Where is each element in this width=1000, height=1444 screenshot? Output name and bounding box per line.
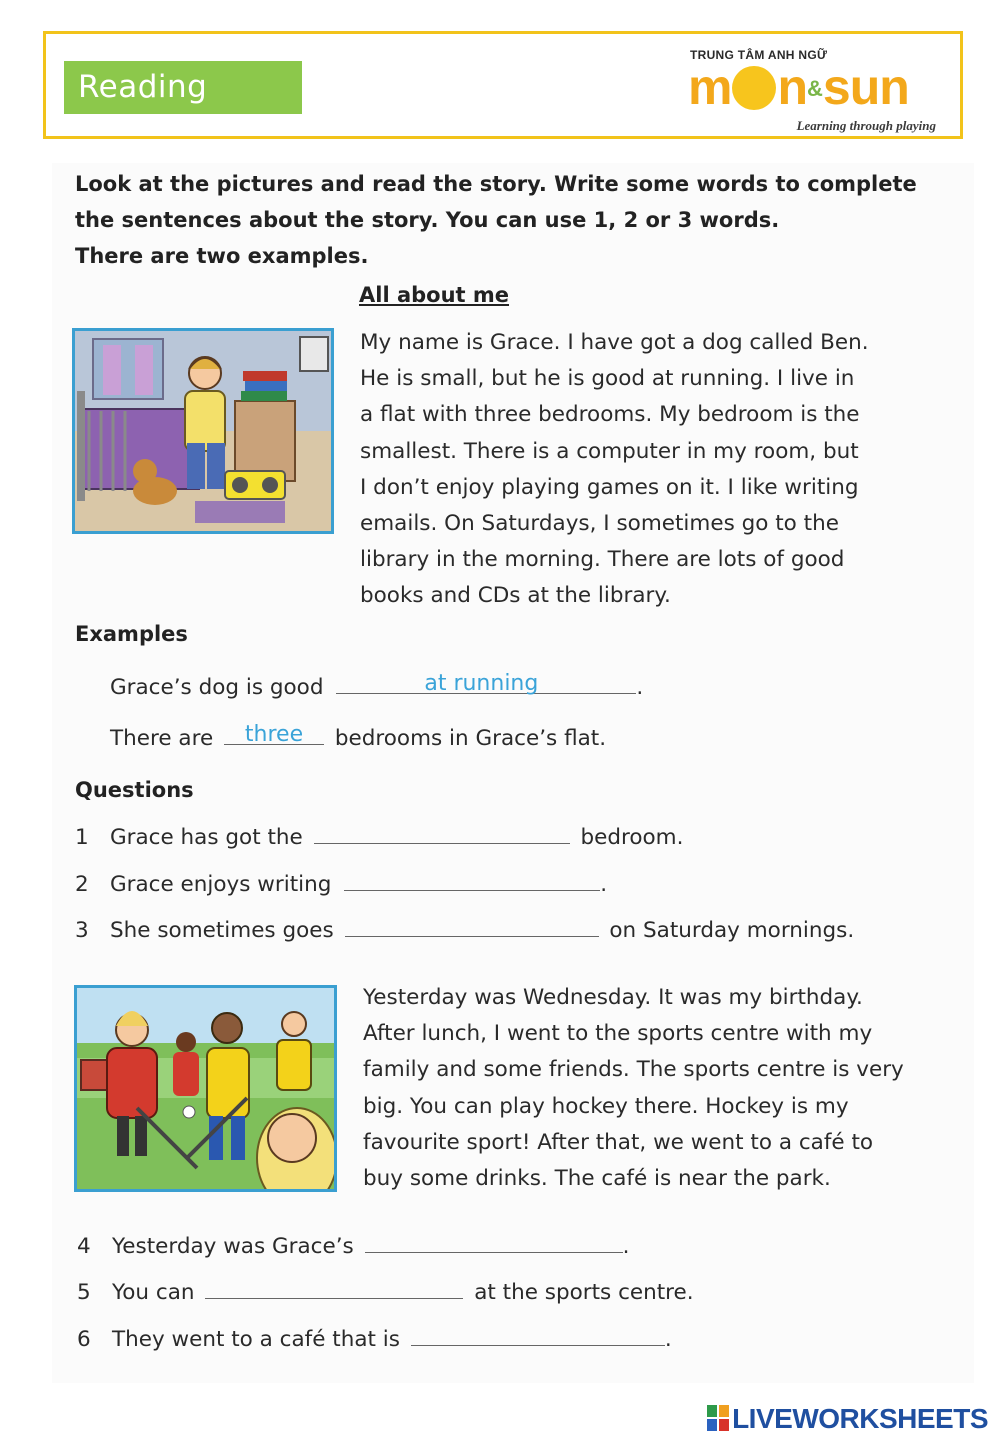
question-text-after: at the sports centre.	[474, 1280, 694, 1305]
question-text-before: You can	[112, 1280, 195, 1305]
example-answer: at running	[424, 671, 539, 696]
story-line: a flat with three bedrooms. My bedroom is the	[360, 402, 860, 428]
header-banner	[43, 31, 963, 139]
questions-heading: Questions	[75, 778, 194, 802]
question-text-after: .	[600, 872, 608, 897]
example-1	[110, 671, 643, 705]
question-4	[77, 1230, 629, 1264]
question-text-after: .	[622, 1234, 630, 1259]
question-5	[77, 1276, 694, 1310]
example-text-after: .	[636, 675, 644, 700]
example-text-before: There are	[110, 726, 214, 751]
instruction-line: There are two examples.	[75, 244, 369, 268]
example-text-before: Grace’s dog is good	[110, 675, 324, 700]
hockey-picture	[74, 985, 337, 1192]
answer-blank-5[interactable]	[205, 1276, 463, 1299]
story-line: buy some drinks. The café is near the park.	[363, 1166, 831, 1192]
story-line: After lunch, I went to the sports centre with my	[363, 1021, 873, 1047]
question-2	[75, 868, 607, 902]
story-part-2	[363, 980, 904, 1197]
instructions	[75, 166, 955, 274]
logo-word-sun: sun	[822, 59, 909, 115]
question-3	[75, 914, 854, 948]
section-tab-reading: Reading	[64, 61, 302, 114]
story-line: family and some friends. The sports centre is very	[363, 1057, 904, 1083]
story-title: All about me	[359, 283, 510, 307]
question-text-after: on Saturday mornings.	[609, 918, 855, 943]
bedroom-illustration	[75, 331, 331, 531]
example-2	[110, 722, 606, 756]
story-line: My name is Grace. I have got a dog called Ben.	[360, 330, 869, 355]
question-6	[77, 1323, 672, 1357]
story-part-1	[360, 325, 869, 615]
monsun-logo	[688, 44, 946, 134]
story-line: favourite sport! After that, we went to a café to	[363, 1129, 874, 1155]
question-text-before: Grace has got the	[110, 825, 303, 850]
question-text-after: bedroom.	[580, 825, 684, 850]
logo-caption: TRUNG TÂM ANH NGỮ	[690, 48, 828, 62]
logo-ampersand: &	[807, 76, 823, 101]
logo-letter-n: n	[777, 59, 808, 115]
instruction-line: the sentences about the story. You can use 1, 2 or 3 words.	[75, 208, 780, 232]
example-answer-blank	[336, 671, 636, 694]
question-number: 2	[75, 872, 89, 897]
question-number: 4	[77, 1234, 91, 1259]
question-text-before: They went to a café that is	[112, 1327, 400, 1352]
logo-wordmark	[688, 59, 946, 115]
story-line: He is small, but he is good at running. I live in	[360, 366, 855, 392]
sun-icon	[732, 66, 776, 110]
answer-blank-4[interactable]	[365, 1230, 623, 1253]
question-number: 1	[75, 825, 89, 850]
brand-text: LIVEWORKSHEETS	[732, 1403, 988, 1434]
question-text-after: .	[664, 1327, 672, 1352]
examples-heading: Examples	[75, 622, 188, 646]
story-line: smallest. There is a computer in my room, but	[360, 438, 859, 464]
question-text-before: Yesterday was Grace’s	[112, 1234, 354, 1259]
hockey-illustration	[77, 988, 334, 1189]
answer-blank-6[interactable]	[411, 1323, 665, 1346]
story-line: I don’t enjoy playing games on it. I like writing	[360, 474, 859, 500]
story-line: library in the morning. There are lots of good	[360, 547, 845, 573]
liveworksheets-icon	[707, 1405, 729, 1431]
logo-tagline: Learning through playing	[796, 118, 936, 133]
instruction-line: Look at the pictures and read the story. Write some words to complete	[75, 172, 917, 196]
question-number: 3	[75, 918, 89, 943]
bedroom-picture	[72, 328, 334, 534]
question-number: 6	[77, 1327, 91, 1352]
answer-blank-1[interactable]	[314, 821, 570, 844]
story-line: Yesterday was Wednesday. It was my birthday.	[363, 985, 863, 1010]
story-line: books and CDs at the library.	[360, 583, 671, 609]
answer-blank-2[interactable]	[344, 868, 600, 891]
answer-blank-3[interactable]	[345, 914, 599, 937]
question-text-before: She sometimes goes	[110, 918, 334, 943]
liveworksheets-brand	[707, 1403, 988, 1437]
story-line: big. You can play hockey there. Hockey is my	[363, 1093, 849, 1119]
logo-letter-m: m	[688, 59, 732, 115]
example-text-after: bedrooms in Grace’s flat.	[334, 726, 607, 751]
example-answer: three	[244, 722, 304, 747]
story-line: emails. On Saturdays, I sometimes go to the	[360, 511, 839, 537]
question-text-before: Grace enjoys writing	[110, 872, 332, 897]
question-1	[75, 821, 683, 855]
example-answer-blank	[224, 722, 324, 745]
question-number: 5	[77, 1280, 91, 1305]
